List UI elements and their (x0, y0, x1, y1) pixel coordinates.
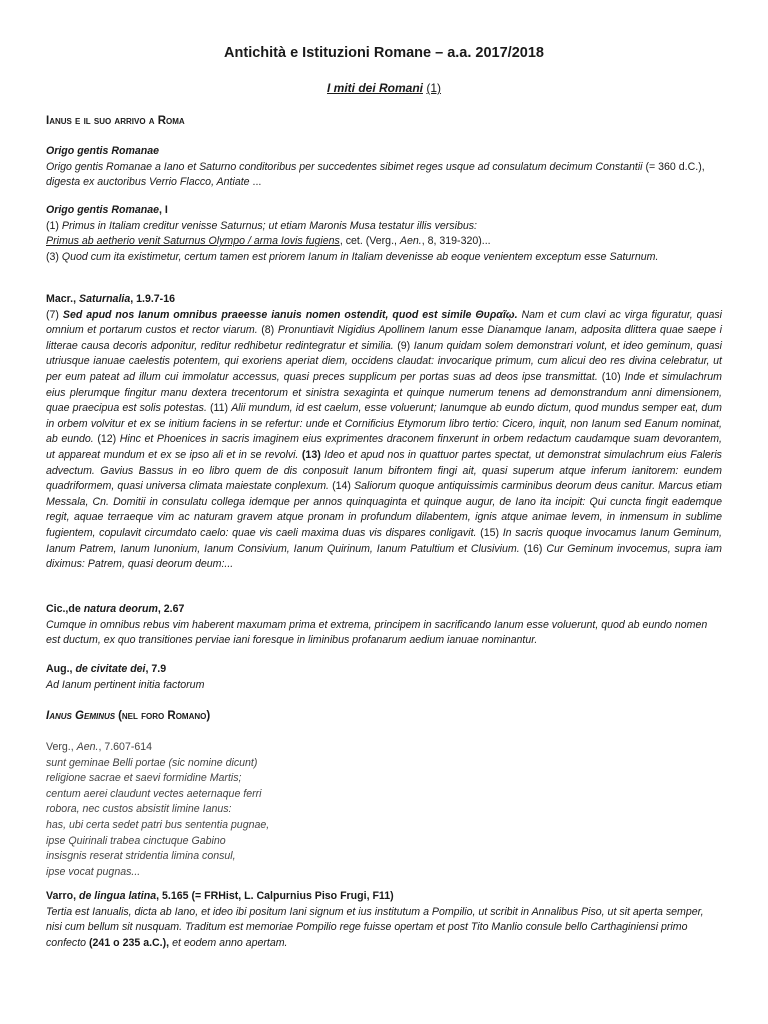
verse-line: centum aerei claudunt vectes aeternaque ferri (46, 787, 262, 800)
origo-text-b: (= 360 d.C.), (645, 160, 705, 173)
macr-text: (7) Sed apud nos Ianum omnibus praeesse ianuis nomen ostendit, quod est simile Θυραῖῳ. Nam et cum clavi ac virga figuratur, quasi omnium et portarum custos et rector viarum. (8) Pronuntiavit Nigidius Apollinem Ianum esse Dianamque Ianam, adposita dlittera quae saepe i litterae causa decoris adponitur, reditur redhibetur redintegratur et similia. (9) Ianum quidam solem demonstrari volunt, et ideo geminum, quasi utriusque ianuae caelestis potentem, qui exoriens aperiat diem, occidens claudat: invocarique primum, cum alicui deo res divina celebratur, ut per eum pateat ad illum cui immolatur accessus, quasi preces supplicum per portas suas ad deos ipse transmittat. (10) Inde et simulachrum eius plerumque fingitur manu dextera trecentorum et sinistra sexaginta et quinque numerum tenens ad demonstrandum anni dimensionem, quae praecipua est solis potestas. (11) Alii mundum, id est caelum, esse voluerunt; Ianumque ab eundo dictum, quod mundus semper eat, dum in orbem volvitur et ex se initium faciens in se refertur: unde et Cornificius Etymorum libro tertio: Cicero, inquit, non Ianum sed Eanum nominat, ab eundo. (12) Hinc et Phoenices in sacris imaginem eius exprimentes draconem finxerunt in orbem redactum caudamque suam devorantem, ut appareat mundum et ex se ipso ali et in se revolvi. (13) Ideo et apud nos in quattuor partes spectat, ut demonstrat simulachrum eius Faleris advectum. Gavius Bassus in eo libro quem de dis conposuit Ianum bifrontem fingi ait, quasi superum atque inferum ianitorem: eundem quadriformem, quasi universa climata maiestate conplexum. (14) Saliorum quoque antiquissimis carminibus deorum deus canitur. Marcus etiam Messala, Cn. Domitii in consulatu collega idemque per annos quinquaginta et quinque augur, de Iano ita incipit: Qui cuncta fingit eademque regit, aquae terraeque vim ac naturam gravem atque pronam in profundum dilabentem, ignis atque animae levem, in inmensum in sublime fugientem, copulavit circumdato caelo: quae vis caeli maxima duas vis dispares conligavit. (15) In sacris quoque invocamus Ianum Geminum, Ianum Patrem, Ianum Iunonium, Ianum Consivium, Ianum Quirinum, Ianum Patultium et Clusivium. (16) Cur Geminum invocemus, supra iam diximus: Patrem, quasi deorum deum:... (46, 308, 722, 571)
verse-line: sunt geminae Belli portae (sic nomine dicunt) (46, 756, 258, 769)
verse-line: has, ubi certa sedet patri bus sententia pugnae, (46, 818, 270, 831)
verse-line: religione sacrae et saevi formidine Martis; (46, 772, 242, 785)
aug-block (46, 662, 722, 693)
origo-line-3: (3) Quod cum ita existimetur, certum tamen est priorem Ianum in Italiam devenisse ab eoque venientem exceptum esse Saturnum. (46, 250, 659, 263)
origo-text-d: ... (252, 176, 262, 189)
varro-block (46, 889, 722, 951)
varro-text-a: Tertia est Ianualis, dicta ab Iano, et ideo ibi positum Iani signum et ius institutum a Pompilio, ut scribit in Annalibus Piso, ut sit aperta semper, nisi cum bellum sit nusquam. Traditum est memoriae Pompilio rege fuisse opertam et post Tito Manlio consule bello Carthaginiensi primo confecto (46, 905, 704, 949)
cic-text: Cumque in omnibus rebus vim haberent maxumam prima et extrema, principem in sacrificando Ianum esse voluerunt, quod ab eundo nomen est ductum, ex quo transitiones perviae iani foresque in liminibus profanarum aedium ianuae nominantur. (46, 618, 708, 647)
varro-text-c: et eodem anno apertam. (172, 936, 288, 949)
cic-title: Cic.,de natura deorum, 2.67 (46, 603, 185, 615)
origo-text-c: digesta ex auctoribus Verrio Flacco, Antiate (46, 176, 250, 189)
aug-title: Aug., de civitate dei, 7.9 (46, 663, 167, 675)
origo-chapter-block (46, 203, 722, 265)
verse-line: robora, nec custos absistit limine Ianus: (46, 803, 232, 816)
macr-block (46, 292, 722, 573)
verg-block (46, 740, 722, 880)
subtitle-main: I miti dei Romani (326, 81, 423, 95)
section-heading-ianus-geminus: Ianus Geminus (nel foro Romano) (46, 710, 211, 722)
macr-title: Macr., Saturnalia, 1.9.7-16 (46, 293, 175, 305)
origo-text-a: Origo gentis Romanae a Iano et Saturno conditoribus per succedentes sibimet reges usque ad consulatum decimum Constantii (46, 160, 643, 173)
verse-line: ipse Quirinali trabea cinctuque Gabino (46, 834, 226, 847)
cic-block (46, 602, 722, 649)
aug-text: Ad Ianum pertinent initia factorum (46, 678, 205, 691)
origo-line-1: (1) Primus in Italiam creditur venisse Saturnus; ut etiam Maronis Musa testatur illis versibus: (46, 219, 477, 232)
varro-title: Varro, de lingua latina, 5.165 (= FRHist, L. Calpurnius Piso Frugi, F11) (46, 890, 394, 902)
origo-line-2: Primus ab aetherio venit Saturnus Olympo / arma Iovis fugiens, cet. (Verg., Aen., 8, 319-320)... (46, 235, 491, 248)
verse-line: ipse vocat pugnas... (46, 865, 141, 878)
section-heading-ianus-arrivo: Ianus e il suo arrivo a Roma (46, 115, 185, 127)
origo-chapter-title: Origo gentis Romanae, I (46, 204, 168, 216)
verse-line: insisgnis reserat stridentia limina consul, (46, 850, 236, 863)
verg-ref: Verg., Aen., 7.607-614 (46, 741, 153, 753)
origo-title: Origo gentis Romanae (46, 145, 160, 157)
varro-text-b: (241 o 235 a.C.), (89, 936, 170, 949)
subtitle-suffix: (1) (426, 81, 442, 95)
document-title: Antichità e Istituzioni Romane – a.a. 2017/2018 (224, 45, 544, 61)
origo-title-block (46, 144, 722, 191)
document-subtitle (0, 81, 768, 95)
